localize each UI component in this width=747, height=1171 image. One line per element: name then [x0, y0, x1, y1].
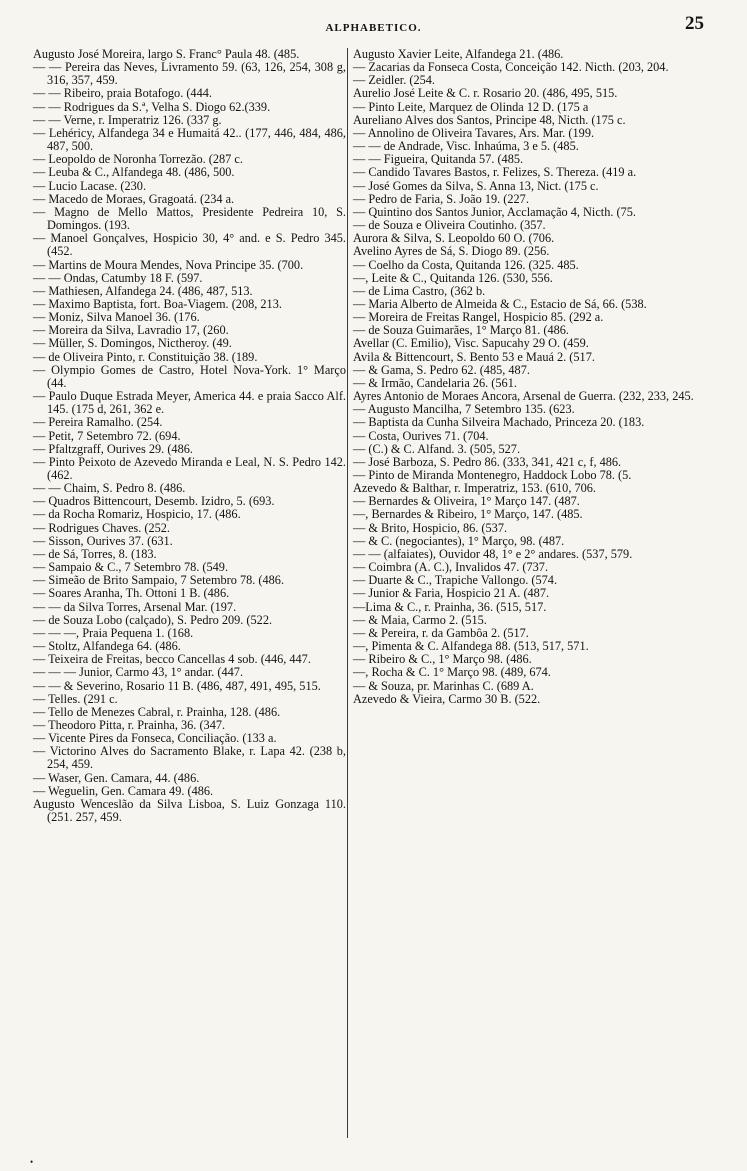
directory-entry: — Pfaltzgraff, Ourives 29. (486.	[33, 441, 193, 456]
directory-entry: Augusto José Moreira, largo S. Franc° Paula 48. (485.	[33, 47, 300, 61]
directory-entry: — Maximo Baptista, fort. Boa-Viagem. (208, 213.	[33, 296, 282, 311]
directory-entry: — de Sá, Torres, 8. (183.	[33, 546, 157, 561]
directory-entry: — Bernardes & Oliveira, 1° Março 147. (487.	[353, 494, 580, 509]
directory-entry: Ayres Antonio de Moraes Ancora, Arsenal de Guerra. (232, 233, 245.	[353, 389, 694, 404]
directory-entry: — Leopoldo de Noronha Torrezão. (287 c.	[33, 152, 243, 167]
directory-entry: — — Verne, r. Imperatriz 126. (337 g.	[33, 112, 222, 127]
directory-entry: — Petit, 7 Setembro 72. (694.	[33, 428, 181, 443]
directory-entry: — José Gomes da Silva, S. Anna 13, Nict. (175 c.	[353, 178, 599, 193]
directory-entry: — — Ribeiro, praia Botafogo. (444.	[33, 86, 212, 101]
directory-entry: — Coimbra (A. C.), Invalidos 47. (737.	[353, 560, 549, 575]
directory-entry: — Quadros Bittencourt, Desemb. Izidro, 5. (693.	[33, 494, 275, 509]
running-title: ALPHABETICO.	[325, 22, 422, 34]
directory-entry: — — — Junior, Carmo 43, 1° andar. (447.	[33, 665, 244, 680]
directory-entry: — Theodoro Pitta, r. Prainha, 36. (347.	[33, 717, 226, 732]
footer-mark: •	[30, 1157, 34, 1167]
directory-entry: — de Oliveira Pinto, r. Constituição 38. (189.	[33, 349, 258, 364]
directory-entry: — & Maia, Carmo 2. (515.	[353, 612, 487, 627]
directory-entry: — Magno de Mello Mattos, Presidente Pedreira 10, S. Domingos. (193.	[33, 204, 346, 233]
directory-entry: Aurora & Silva, S. Leopoldo 60 O. (706.	[353, 231, 555, 246]
directory-entry: —, Bernardes & Ribeiro, 1° Março, 147. (485.	[353, 507, 583, 522]
directory-entry: — de Souza Guimarães, 1° Março 81. (486.	[353, 323, 569, 338]
directory-entry: — de Souza e Oliveira Coutinho. (357.	[353, 218, 546, 233]
directory-entry: — Lehéricy, Alfandega 34 e Humaitá 42.. (177, 446, 484, 486, 487, 500.	[33, 125, 346, 154]
directory-entry: — & Irmão, Candelaria 26. (561.	[353, 375, 517, 390]
directory-entry: — Lucio Lacase. (230.	[33, 178, 147, 193]
directory-entry: — — (alfaiates), Ouvidor 48, 1° e 2° andares. (537, 579.	[353, 546, 633, 561]
directory-entry: — de Lima Castro, (362 b.	[353, 283, 486, 298]
directory-entry: — — Ondas, Catumby 18 F. (597.	[33, 270, 203, 285]
directory-entry: — Coelho da Costa, Quitanda 126. (325. 485.	[353, 257, 579, 272]
directory-entry: — Soares Aranha, Th. Ottoni 1 B. (486.	[33, 586, 230, 601]
directory-entry: — Martins de Moura Mendes, Nova Principe 35. (700.	[33, 257, 304, 272]
directory-entry: — & C. (negociantes), 1° Março, 98. (487.	[353, 533, 565, 548]
directory-entry: — Duarte & C., Trapiche Vallongo. (574.	[353, 573, 558, 588]
directory-entry: — Zeidler. (254.	[353, 73, 435, 88]
directory-entry: — Stoltz, Alfandega 64. (486.	[33, 639, 181, 654]
directory-entry: — Annolino de Oliveira Tavares, Ars. Mar. (199.	[353, 125, 595, 140]
directory-entry: — — Rodrigues da S.ª, Velha S. Diogo 62.(339.	[33, 99, 271, 114]
directory-entry: — & Gama, S. Pedro 62. (485, 487.	[353, 362, 530, 377]
directory-entry: Avellar (C. Emilio), Visc. Sapucahy 29 O. (459.	[353, 336, 589, 351]
directory-entry: — — da Silva Torres, Arsenal Mar. (197.	[33, 599, 237, 614]
directory-entry: — & Brito, Hospicio, 86. (537.	[353, 520, 508, 535]
page-header	[0, 8, 747, 42]
directory-entry: — (C.) & C. Alfand. 3. (505, 527.	[353, 441, 521, 456]
directory-entry: — Pereira Ramalho. (254.	[33, 415, 163, 430]
directory-entry: Avila & Bittencourt, S. Bento 53 e Mauá 2. (517.	[353, 349, 595, 364]
directory-entry: — Moreira da Silva, Lavradio 17, (260.	[33, 323, 229, 338]
directory-entry: Aurelio José Leite & C. r. Rosario 20. (486, 495, 515.	[353, 86, 618, 101]
directory-entry: — Manoel Gonçalves, Hospicio 30, 4° and. e S. Pedro 345. (452.	[33, 231, 346, 259]
directory-entry: — da Rocha Romariz, Hospicio, 17. (486.	[33, 507, 241, 522]
directory-entry: — Rodrigues Chaves. (252.	[33, 520, 170, 535]
directory-entry: — Olympio Gomes de Castro, Hotel Nova-York. 1° Março (44.	[33, 362, 346, 390]
directory-entry: — Telles. (291 c.	[33, 691, 118, 706]
directory-entry: —, Pimenta & C. Alfandega 88. (513, 517, 571.	[353, 639, 589, 654]
directory-entry: Azevedo & Vieira, Carmo 30 B. (522.	[353, 691, 541, 706]
directory-entry: — — de Andrade, Visc. Inhaúma, 3 e 5. (485.	[353, 139, 579, 154]
directory-entry: — Victorino Alves do Sacramento Blake, r. Lapa 42. (238 b, 254, 459.	[33, 744, 346, 772]
directory-entry: — Junior & Faria, Hospicio 21 A. (487.	[353, 586, 550, 601]
directory-entry: — — Figueira, Quitanda 57. (485.	[353, 152, 524, 167]
directory-entry: — Tello de Menezes Cabral, r. Prainha, 128. (486.	[33, 704, 281, 719]
directory-entry: Aureliano Alves dos Santos, Principe 48, Nicth. (175 c.	[353, 112, 626, 127]
directory-entry: — Vicente Pires da Fonseca, Conciliação. (133 a.	[33, 731, 277, 746]
directory-entry: — José Barboza, S. Pedro 86. (333, 341, 421 c, f, 486.	[353, 454, 622, 469]
directory-entry: —, Rocha & C. 1° Março 98. (489, 674.	[353, 665, 551, 680]
directory-entry: — Sampaio & C., 7 Setembro 78. (549.	[33, 560, 229, 575]
page-number: 25	[685, 13, 704, 34]
directory-entry: Augusto Xavier Leite, Alfandega 21. (486.	[353, 47, 564, 61]
directory-entry: — Waser, Gen. Camara, 44. (486.	[33, 770, 200, 785]
directory-entry: — — Chaim, S. Pedro 8. (486.	[33, 481, 186, 496]
directory-entry: — & Pereira, r. da Gambôa 2. (517.	[353, 625, 529, 640]
column-divider	[347, 48, 348, 1138]
directory-entry: — Paulo Duque Estrada Meyer, America 44. e praia Sacco Alf. 145. (175 d, 261, 362 e.	[33, 389, 346, 417]
directory-entry: — Teixeira de Freitas, becco Cancellas 4 sob. (446, 447.	[33, 652, 311, 667]
directory-entry: — Candido Tavares Bastos, r. Felizes, S. Thereza. (419 a.	[353, 165, 637, 180]
directory-entry: — Moniz, Silva Manoel 36. (176.	[33, 310, 200, 325]
directory-entry: — — —, Praia Pequena 1. (168.	[33, 625, 194, 640]
directory-entry: — Mathiesen, Alfandega 24. (486, 487, 513.	[33, 283, 253, 298]
directory-entry: — Pinto de Miranda Montenegro, Haddock Lobo 78. (5.	[353, 468, 632, 482]
directory-entry: —Lima & C., r. Prainha, 36. (515, 517.	[353, 599, 547, 614]
directory-entry: — Pinto Peixoto de Azevedo Miranda e Leal, N. S. Pedro 142. (462.	[33, 454, 346, 482]
directory-entry: — Moreira de Freitas Rangel, Hospicio 85. (292 a.	[353, 310, 604, 325]
directory-entry: — Sisson, Ourives 37. (631.	[33, 533, 173, 548]
directory-entry: Avelino Ayres de Sá, S. Diogo 89. (256.	[353, 244, 550, 259]
directory-entry: —, Leite & C., Quitanda 126. (530, 556.	[353, 270, 553, 285]
right-column	[353, 48, 711, 706]
directory-entry: — — & Severino, Rosario 11 B. (486, 487, 491, 495, 515.	[33, 678, 321, 693]
directory-entry: — Macedo de Moraes, Gragoatá. (234 a.	[33, 191, 235, 206]
directory-entry: — Baptista da Cunha Silveira Machado, Princeza 20. (183.	[353, 415, 645, 430]
directory-entry: — Quintino dos Santos Junior, Acclamação 4, Nicth. (75.	[353, 204, 636, 219]
directory-entry: — Maria Alberto de Almeida & C., Estacio de Sá, 66. (538.	[353, 296, 647, 311]
directory-entry: Augusto Wenceslão da Silva Lisboa, S. Luiz Gonzaga 110. (251. 257, 459.	[33, 796, 346, 825]
directory-entry: — Pedro de Faria, S. João 19. (227.	[353, 191, 529, 206]
left-column	[33, 48, 346, 824]
directory-entry: — Augusto Mancilha, 7 Setembro 135. (623.	[353, 402, 575, 417]
directory-entry: — Costa, Ourives 71. (704.	[353, 428, 489, 443]
directory-entry: — Müller, S. Domingos, Nictheroy. (49.	[33, 336, 232, 351]
directory-entry: — Leuba & C., Alfandega 48. (486, 500.	[33, 165, 235, 180]
directory-entry: — — Pereira das Neves, Livramento 59. (63, 126, 254, 308 g, 316, 357, 459.	[33, 60, 346, 88]
directory-entry: — Zacarias da Fonseca Costa, Conceição 142. Nicth. (203, 204.	[353, 60, 669, 75]
directory-entry: — & Souza, pr. Marinhas C. (689 A.	[353, 678, 534, 693]
directory-entry: — Weguelin, Gen. Camara 49. (486.	[33, 783, 214, 798]
directory-entry: Azevedo & Balthar, r. Imperatriz, 153. (610, 706.	[353, 481, 596, 496]
directory-entry: — Simeão de Brito Sampaio, 7 Setembro 78. (486.	[33, 573, 285, 588]
directory-entry: — Ribeiro & C., 1° Março 98. (486.	[353, 652, 532, 667]
directory-entry: — de Souza Lobo (calçado), S. Pedro 209. (522.	[33, 612, 273, 627]
directory-entry: — Pinto Leite, Marquez de Olinda 12 D. (175 a	[353, 99, 589, 114]
